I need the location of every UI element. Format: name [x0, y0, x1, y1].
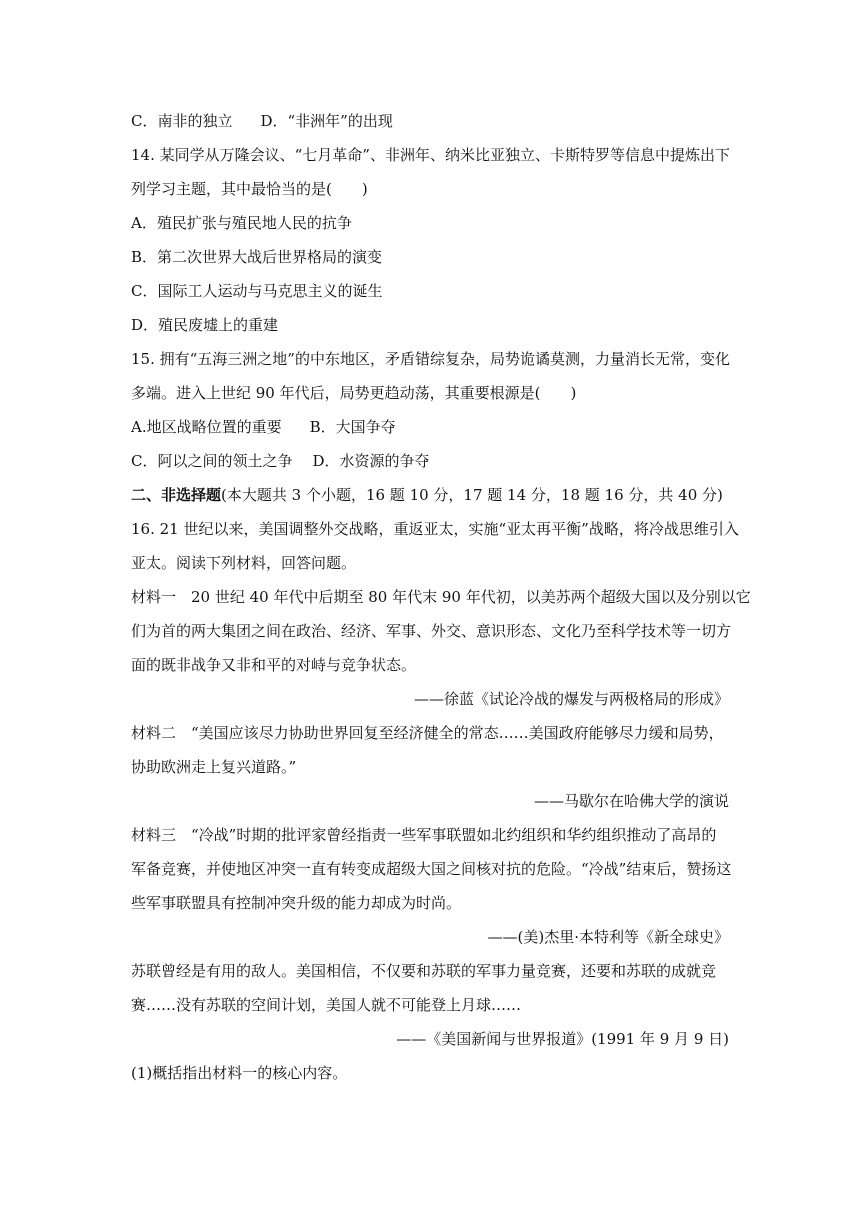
question-15-options-cd [131, 451, 430, 471]
question-14-stem-line-1: 14. 某同学从万隆会议、“七月革命”、非洲年、纳米比亚独立、卡斯特罗等信息中提炼出下 [131, 146, 730, 164]
section-2-note: (本大题共 3 个小题，16 题 10 分，17 题 14 分，18 题 16 分，共 40 分) [221, 486, 723, 504]
section-2-heading [131, 485, 723, 505]
question-14-stem-line-2: 列学习主题，其中最恰当的是( ) [131, 180, 368, 198]
question-16-stem-line-2: 亚太。阅读下列材料，回答问题。 [131, 554, 357, 572]
material-3-line-2: 军备竞赛，并使地区冲突一直有转变成超级大国之间核对抗的危险。“冷战”结束后，赞扬这 [131, 860, 732, 878]
material-2-line-2: 协助欧洲走上复兴道路。” [131, 758, 297, 776]
material-2-source: ——马歇尔在哈佛大学的演说 [533, 792, 729, 810]
material-2-line-1: 材料二 “美国应该尽力协助世界回复至经济健全的常态……美国政府能够尽力缓和局势， [131, 724, 724, 742]
material-1-line-2: 们为首的两大集团之间在政治、经济、军事、外交、意识形态、文化乃至科学技术等一切方 [131, 622, 732, 640]
question-14-option-b: B．第二次世界大战后世界格局的演变 [131, 248, 383, 266]
material-1-source: ——徐蓝《试论冷战的爆发与两极格局的形成》 [413, 690, 729, 708]
question-15-option-d: D．水资源的争夺 [312, 452, 430, 470]
section-2-title: 二、非选择题 [131, 486, 222, 504]
material-1-line-1: 材料一 20 世纪 40 年代中后期至 80 年代末 90 年代初，以美苏两个超级大国以及分别以它 [131, 588, 751, 606]
question-15-stem-line-1: 15. 拥有“五海三洲之地”的中东地区，矛盾错综复杂，局势诡谲莫测，力量消长无常，变化 [131, 350, 730, 368]
question-15-options-ab [131, 417, 396, 437]
question-15-stem-line-2: 多端。进入上世纪 90 年代后，局势更趋动荡，其重要根源是( ) [131, 384, 577, 402]
material-4-line-2: 赛……没有苏联的空间计划，美国人就不可能登上月球…… [131, 996, 522, 1014]
material-3-source: ——(美)杰里·本特利等《新全球史》 [487, 928, 729, 946]
material-4-line-1: 苏联曾经是有用的敌人。美国相信，不仅要和苏联的军事力量竞赛，还要和苏联的成就竞 [131, 962, 717, 980]
option-c: C．南非的独立 [131, 112, 233, 130]
question-16-part-1: (1)概括指出材料一的核心内容。 [131, 1064, 348, 1082]
material-4-source: ——《美国新闻与世界报道》(1991 年 9 月 9 日) [396, 1030, 729, 1048]
option-d: D．“非洲年”的出现 [260, 112, 393, 130]
question-15-option-b: B．大国争夺 [309, 418, 396, 436]
material-1-line-3: 面的既非战争又非和平的对峙与竞争状态。 [131, 656, 417, 674]
option-line [131, 111, 393, 131]
question-15-option-c: C．阿以之间的领土之争 [131, 452, 293, 470]
question-15-option-a: A.地区战略位置的重要 [131, 418, 282, 436]
material-3-line-3: 些军事联盟具有控制冲突升级的能力却成为时尚。 [131, 894, 462, 912]
question-14-option-d: D．殖民废墟上的重建 [131, 316, 279, 334]
material-3-line-1: 材料三 “冷战”时期的批评家曾经指责一些军事联盟如北约组织和华约组织推动了高昂的 [131, 826, 717, 844]
question-14-option-c: C．国际工人运动与马克思主义的诞生 [131, 282, 383, 300]
question-14-option-a: A．殖民扩张与殖民地人民的抗争 [131, 214, 352, 232]
question-16-stem-line-1: 16. 21 世纪以来，美国调整外交战略，重返亚太，实施“亚太再平衡”战略，将冷战思维引入 [131, 520, 739, 538]
